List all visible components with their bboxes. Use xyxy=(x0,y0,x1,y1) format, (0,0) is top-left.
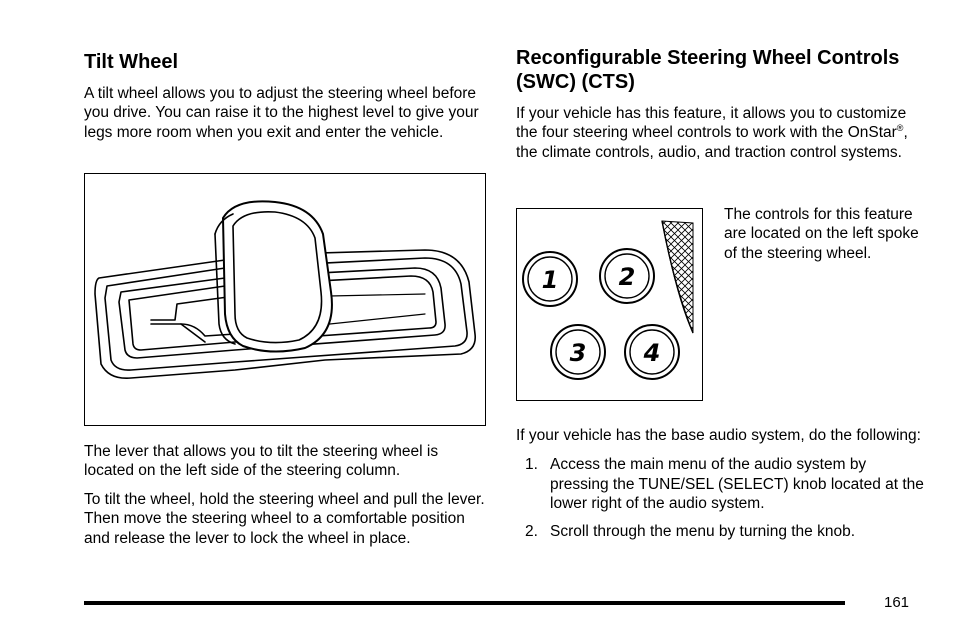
swc-section xyxy=(516,46,926,162)
swc-button-label: 2 xyxy=(618,263,636,291)
step-text: Scroll through the menu by turning the knob. xyxy=(550,522,856,540)
step-text: Access the main menu of the audio system by pressing the TUNE/SEL (SELECT) knob located at the lower right of the audio system. xyxy=(550,456,924,513)
page-number: 161 xyxy=(884,594,910,611)
list-item xyxy=(516,522,926,541)
tilt-wheel-heading: Tilt Wheel xyxy=(84,51,179,73)
tilt-lever-illustration xyxy=(84,173,486,426)
swc-button-label: 3 xyxy=(569,339,587,367)
tilt-wheel-intro: A tilt wheel allows you to adjust the steering wheel before you drive. You can raise it to the highest level to give your legs more room when you exit and enter the vehicle. xyxy=(84,85,479,141)
swc-intro: If your vehicle has this feature, it allows you to customize the four steering wheel controls to work with the OnStar®, the climate controls, audio, and traction control systems. xyxy=(516,105,908,161)
tilt-wheel-section xyxy=(84,46,489,142)
swc-heading: Reconfigurable Steering Wheel Controls (SWC) (CTS) xyxy=(516,47,900,93)
footer-rule xyxy=(84,601,845,605)
swc-button-4 xyxy=(625,325,679,379)
swc-button-label: 1 xyxy=(541,266,559,294)
step-number: 1. xyxy=(525,456,538,474)
registered-mark: ® xyxy=(896,123,904,134)
tilt-wheel-instructions xyxy=(84,442,489,548)
swc-button-label: 4 xyxy=(643,339,661,367)
audio-intro-text: If your vehicle has the base audio system, do the following: xyxy=(516,427,921,444)
step-number: 2. xyxy=(525,522,538,540)
swc-button-2 xyxy=(600,249,654,303)
audio-instructions xyxy=(516,426,926,549)
swc-location-note: The controls for this feature are located on the left spoke of the steering wheel. xyxy=(724,206,919,262)
lever-location-text: The lever that allows you to tilt the steering wheel is located on the left side of the steering column. xyxy=(84,443,439,480)
swc-buttons-illustration xyxy=(516,208,703,401)
list-item xyxy=(516,455,926,513)
audio-steps-list xyxy=(516,455,926,541)
swc-button-1 xyxy=(523,252,577,306)
tilt-procedure-text: To tilt the wheel, hold the steering wheel and pull the lever. Then move the steering wheel to a comfortable position and release the lever to lock the wheel in place. xyxy=(84,490,485,547)
swc-button-3 xyxy=(551,325,605,379)
